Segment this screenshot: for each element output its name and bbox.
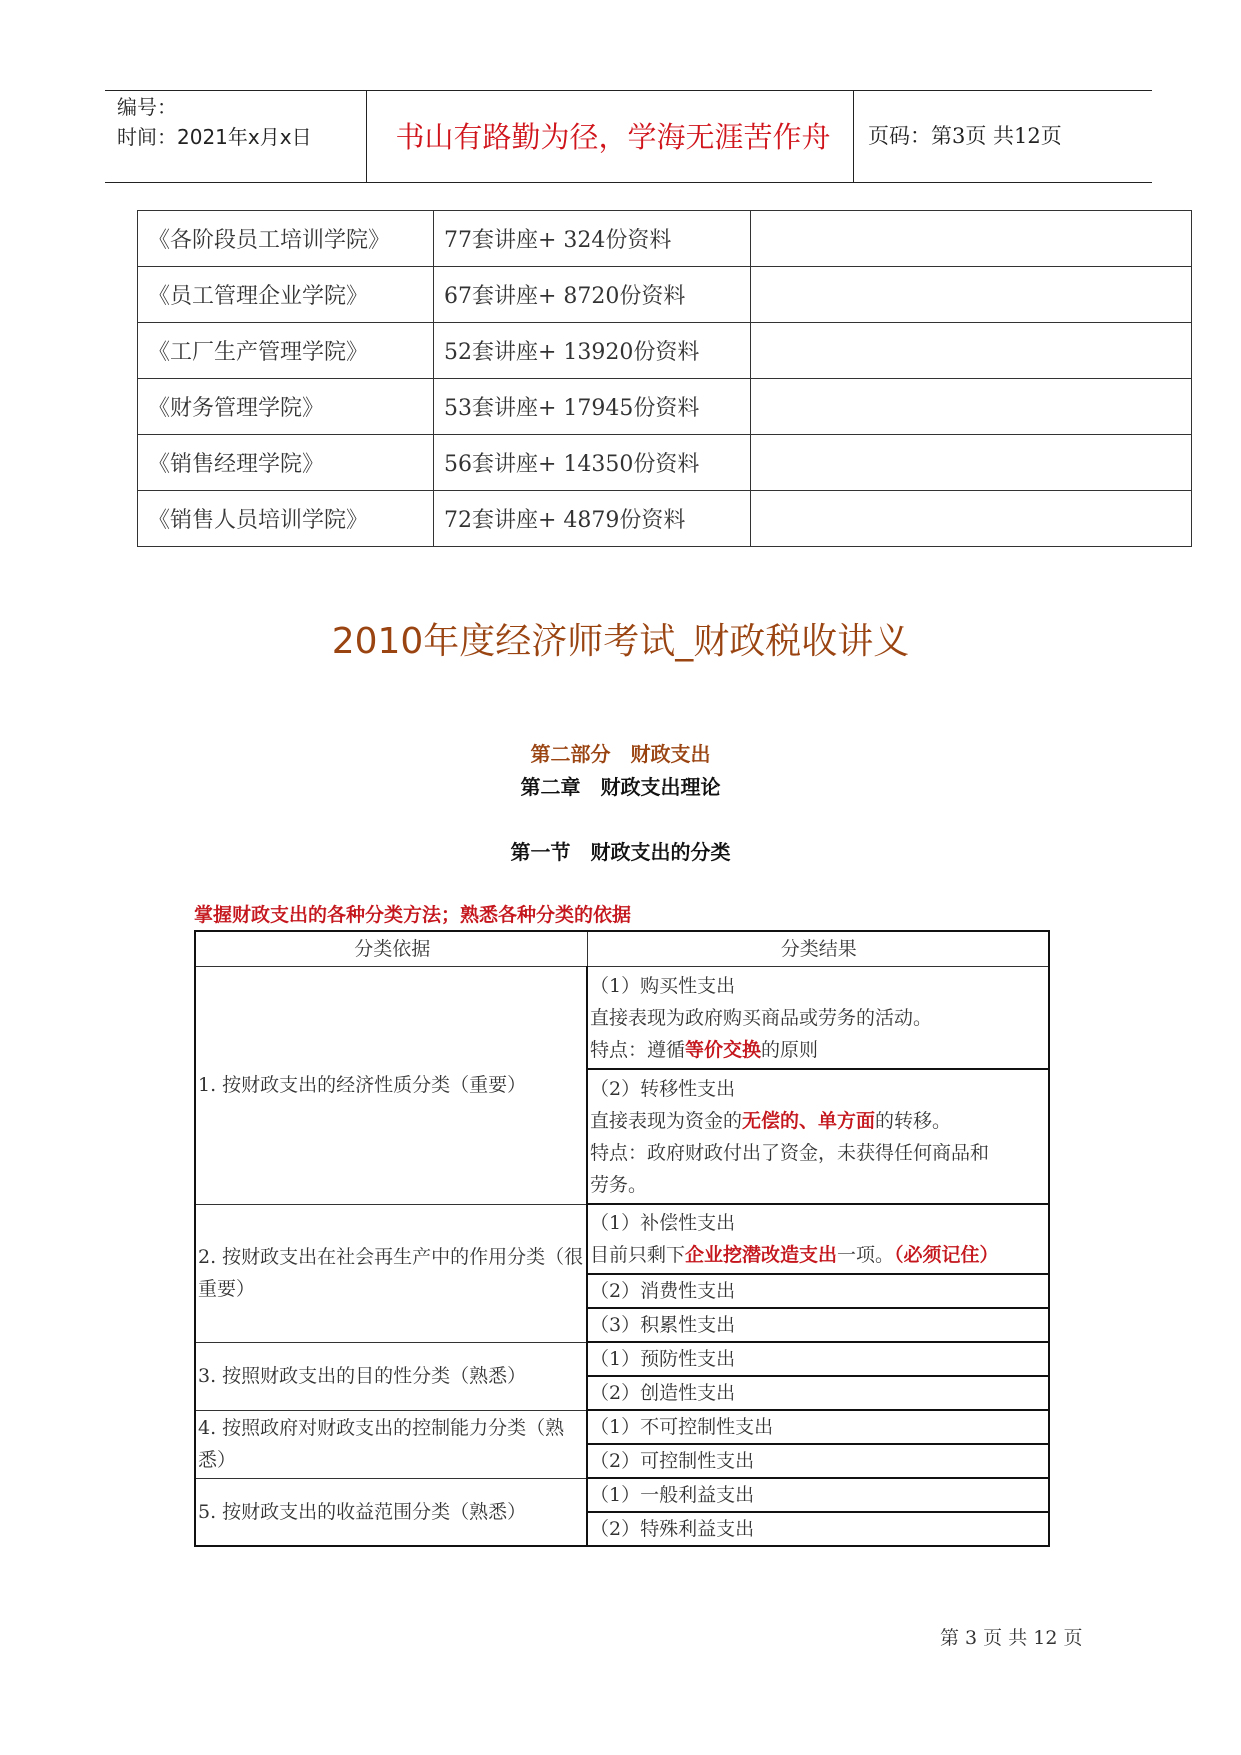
result-cell: （1）预防性支出 [587, 1342, 1049, 1376]
table-header-row [195, 931, 1049, 967]
course-count: 52套讲座+ 13920份资料 [434, 323, 751, 379]
course-name: 《财务管理学院》 [138, 379, 434, 435]
course-table [137, 210, 1192, 547]
course-name: 《销售人员培训学院》 [138, 491, 434, 547]
header-divider-left [366, 90, 367, 182]
table-row [195, 1410, 1049, 1444]
course-extra [751, 267, 1192, 323]
course-count: 67套讲座+ 8720份资料 [434, 267, 751, 323]
course-row [138, 323, 1192, 379]
header-top-rule [105, 90, 1152, 91]
course-count: 72套讲座+ 4879份资料 [434, 491, 751, 547]
part-heading: 第二部分 财政支出 [530, 742, 711, 766]
course-row [138, 435, 1192, 491]
result-line: 劳务。 [590, 1173, 648, 1196]
course-name: 《销售经理学院》 [138, 435, 434, 491]
result-line: （1）补偿性支出 [590, 1212, 736, 1234]
course-name: 《工厂生产管理学院》 [138, 323, 434, 379]
result-cell: （2）可控制性支出 [587, 1444, 1049, 1478]
result-cell: （2）创造性支出 [587, 1376, 1049, 1410]
column-header-basis: 分类依据 [195, 931, 587, 967]
header-motto: 书山有路勤为径，学海无涯苦作舟 [395, 120, 831, 154]
course-extra [751, 435, 1192, 491]
classification-table [194, 930, 1050, 1547]
course-row [138, 379, 1192, 435]
text-span: 一项。 [837, 1244, 895, 1266]
course-count: 53套讲座+ 17945份资料 [434, 379, 751, 435]
basis-cell: 3. 按照财政支出的目的性分类（熟悉） [195, 1342, 587, 1410]
result-line [590, 1105, 1048, 1137]
course-row [138, 491, 1192, 547]
text-span: 特点：遵循 [590, 1038, 686, 1061]
table-row [195, 967, 1049, 1070]
result-line: 直接表现为政府购买商品或劳务的活动。 [590, 1006, 933, 1029]
text-span: 的原则 [761, 1038, 819, 1061]
result-cell [587, 1069, 1049, 1204]
result-cell: （1）不可控制性支出 [587, 1410, 1049, 1444]
course-name: 《员工管理企业学院》 [138, 267, 434, 323]
course-extra [751, 211, 1192, 267]
basis-cell: 4. 按照政府对财政支出的控制能力分类（熟悉） [195, 1410, 587, 1478]
basis-cell: 2. 按财政支出在社会再生产中的作用分类（很重要） [195, 1204, 587, 1342]
result-cell: （3）积累性支出 [587, 1308, 1049, 1342]
section-heading: 第一节 财政支出的分类 [510, 840, 731, 864]
header-meta [117, 92, 312, 152]
course-row [138, 211, 1192, 267]
basis-cell: 5. 按财政支出的收益范围分类（熟悉） [195, 1478, 587, 1546]
course-row [138, 267, 1192, 323]
header-number-label: 编号： [117, 95, 177, 119]
highlight-text: （必须记住） [894, 1244, 999, 1266]
header-bottom-rule [105, 182, 1152, 183]
table-row [195, 1342, 1049, 1376]
result-line [590, 1034, 1048, 1066]
basis-cell: 1. 按财政支出的经济性质分类（重要） [195, 967, 587, 1205]
course-count: 77套讲座+ 324份资料 [434, 211, 751, 267]
column-header-result: 分类结果 [587, 931, 1049, 967]
result-cell: （2）消费性支出 [587, 1274, 1049, 1308]
course-extra [751, 491, 1192, 547]
chapter-heading: 第二章 财政支出理论 [520, 775, 721, 799]
course-name: 《各阶段员工培训学院》 [138, 211, 434, 267]
course-extra [751, 379, 1192, 435]
header-time-label: 时间：2021年x月x日 [117, 125, 312, 149]
document-title: 2010年度经济师考试_财政税收讲义 [331, 621, 910, 662]
result-line: （1）购买性支出 [590, 974, 736, 997]
result-line: 特点：政府财政付出了资金，未获得任何商品和 [590, 1141, 990, 1164]
highlight-text: 企业挖潜改造支出 [685, 1244, 838, 1266]
text-span: 直接表现为资金的 [590, 1109, 743, 1132]
page-footer: 第 3 页 共 12 页 [940, 1627, 1083, 1649]
result-cell: （1）一般利益支出 [587, 1478, 1049, 1512]
result-cell [587, 1204, 1049, 1274]
result-cell: （2）特殊利益支出 [587, 1512, 1049, 1546]
header-page-label: 页码：第3页 共12页 [868, 124, 1062, 148]
highlight-text: 等价交换 [685, 1038, 762, 1061]
study-note: 掌握财政支出的各种分类方法；熟悉各种分类的依据 [194, 904, 632, 926]
result-line: （2）转移性支出 [590, 1077, 736, 1100]
table-row [195, 1204, 1049, 1274]
highlight-text: 无偿的、单方面 [742, 1109, 876, 1132]
table-row [195, 1478, 1049, 1512]
course-extra [751, 323, 1192, 379]
text-span: 的转移。 [875, 1109, 952, 1132]
result-cell [587, 967, 1049, 1070]
result-line [590, 1239, 1048, 1271]
text-span: 目前只剩下 [590, 1244, 686, 1266]
course-count: 56套讲座+ 14350份资料 [434, 435, 751, 491]
